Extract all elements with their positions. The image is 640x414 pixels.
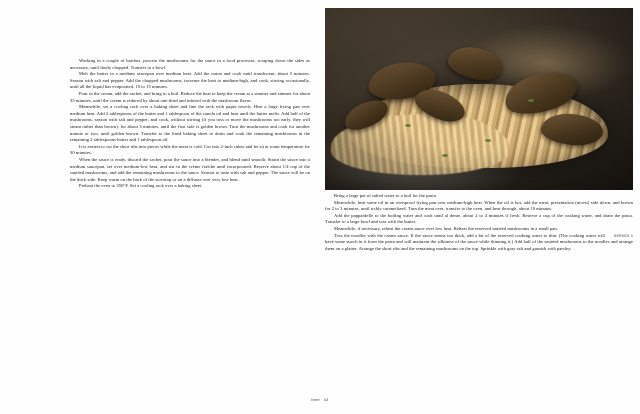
paragraph: Bring a large pot of salted water to a boil for the pasta. — [334, 193, 437, 198]
photo-vignette — [325, 8, 633, 190]
folio — [0, 398, 640, 402]
paragraph: Melt the butter in a medium saucepan over medium heat. Add the onion and cook until translucent, about 5 minutes. Season with salt and pepper. Add the chopped mushrooms, increase the heat to medium-high, and cook, stirring occasionally, until all the liquid has evaporated, 10 to 15 minutes. — [70, 71, 310, 90]
paragraph: Working in a couple of batches, process the mushrooms for the sauce in a food processor, scraping down the sides as necessary, until finely chopped. Transfer to a bowl. — [70, 58, 310, 70]
right-text-column — [325, 193, 633, 252]
paragraph-text: Toss the noodles with the cream sauce. If the sauce seems too thick, add a bit of the reserved cooking water to thin. (The cooking water will have some starch in it from the pasta and will maintain the silkiness of the sauce while thinning it.) Add half of the sautéed mushrooms to the noodles and arrange them on a platter. Arrange the short ribs and the remaining mushrooms on the top. Sprinkle with gray salt and garnish with parsley. — [325, 232, 633, 251]
paragraph: Meanwhile, if necessary, reheat the cream sauce over low heat. Reheat the reserved sautéed mushrooms in a small pan. — [334, 225, 558, 231]
folio-page-number: 43 — [323, 398, 329, 402]
paragraph: It is easiest to cut the short ribs into pieces while the meat is cold. Cut into 2-inch cubes and let sit at room temperature for 30 minutes. — [70, 143, 310, 156]
photo-background — [325, 8, 633, 190]
folio-section: beef — [311, 398, 320, 402]
left-text-column — [70, 58, 310, 190]
paragraph: Add the pappardelle to the boiling water and cook until al dente, about 2 to 4 minutes if fresh. Reserve a cup of the cooking water, and drain the pasta. Transfer to a large bowl and toss with the butter. — [325, 212, 633, 225]
serves-note: SERVES 4 — [614, 233, 633, 238]
paragraph: Pour in the cream, add the sachet, and bring to a boil. Reduce the heat to keep the cream at a simmer and simmer for about 35 minutes, until the cream is reduced by about one-third and infused with the mushroom flavor. — [70, 90, 310, 103]
paragraph: Meanwhile, heat some oil in an ovenproof frying pan over medium-high heat. When the oil is hot, add the meat, presentation (nicest) side down, and brown for 2 to 3 minutes, until richly caramelized. Turn the meat over, transfer to the oven, and heat through, about 10 minutes. — [325, 199, 633, 212]
recipe-photo — [325, 8, 633, 190]
paragraph: Meanwhile, set a cooling rack over a baking sheet and line the rack with paper towels. Heat a large frying pan over medium heat. Add 2 tablespoons of the butter and 1 tablespoon of the canola oil and heat until the butter melts. Add half of the mushrooms, season with salt and pepper, and cook, without stirring (if you toss or move the mushrooms too early, they will steam rather than brown), for about 3 minutes, until the first side is golden brown. Turn the mushrooms and cook for another minute or two, until golden brown. Transfer to the lined baking sheet to drain and cook the remaining mushrooms in the remaining 2 tablespoons butter and 1 tablespoon oil. — [70, 104, 310, 143]
paragraph — [325, 233, 633, 253]
paragraph: Preheat the oven to 350°F. Set a cooling rack over a baking sheet. — [79, 183, 203, 189]
paragraph: When the sauce is ready, discard the sachet, pour the sauce into a blender, and blend until smooth. Strain the sauce into a medium saucepan, set over medium-low heat, and stir in the crème fraîche until incorporated. Reserve about 1/4 cup of the sautéed mushrooms, and add the remaining mushrooms to the sauce. Season to taste with salt and pepper. The sauce will be on the thick side. Keep warm on the back of the stovetop or on a diffuser over very low heat. — [70, 156, 310, 182]
